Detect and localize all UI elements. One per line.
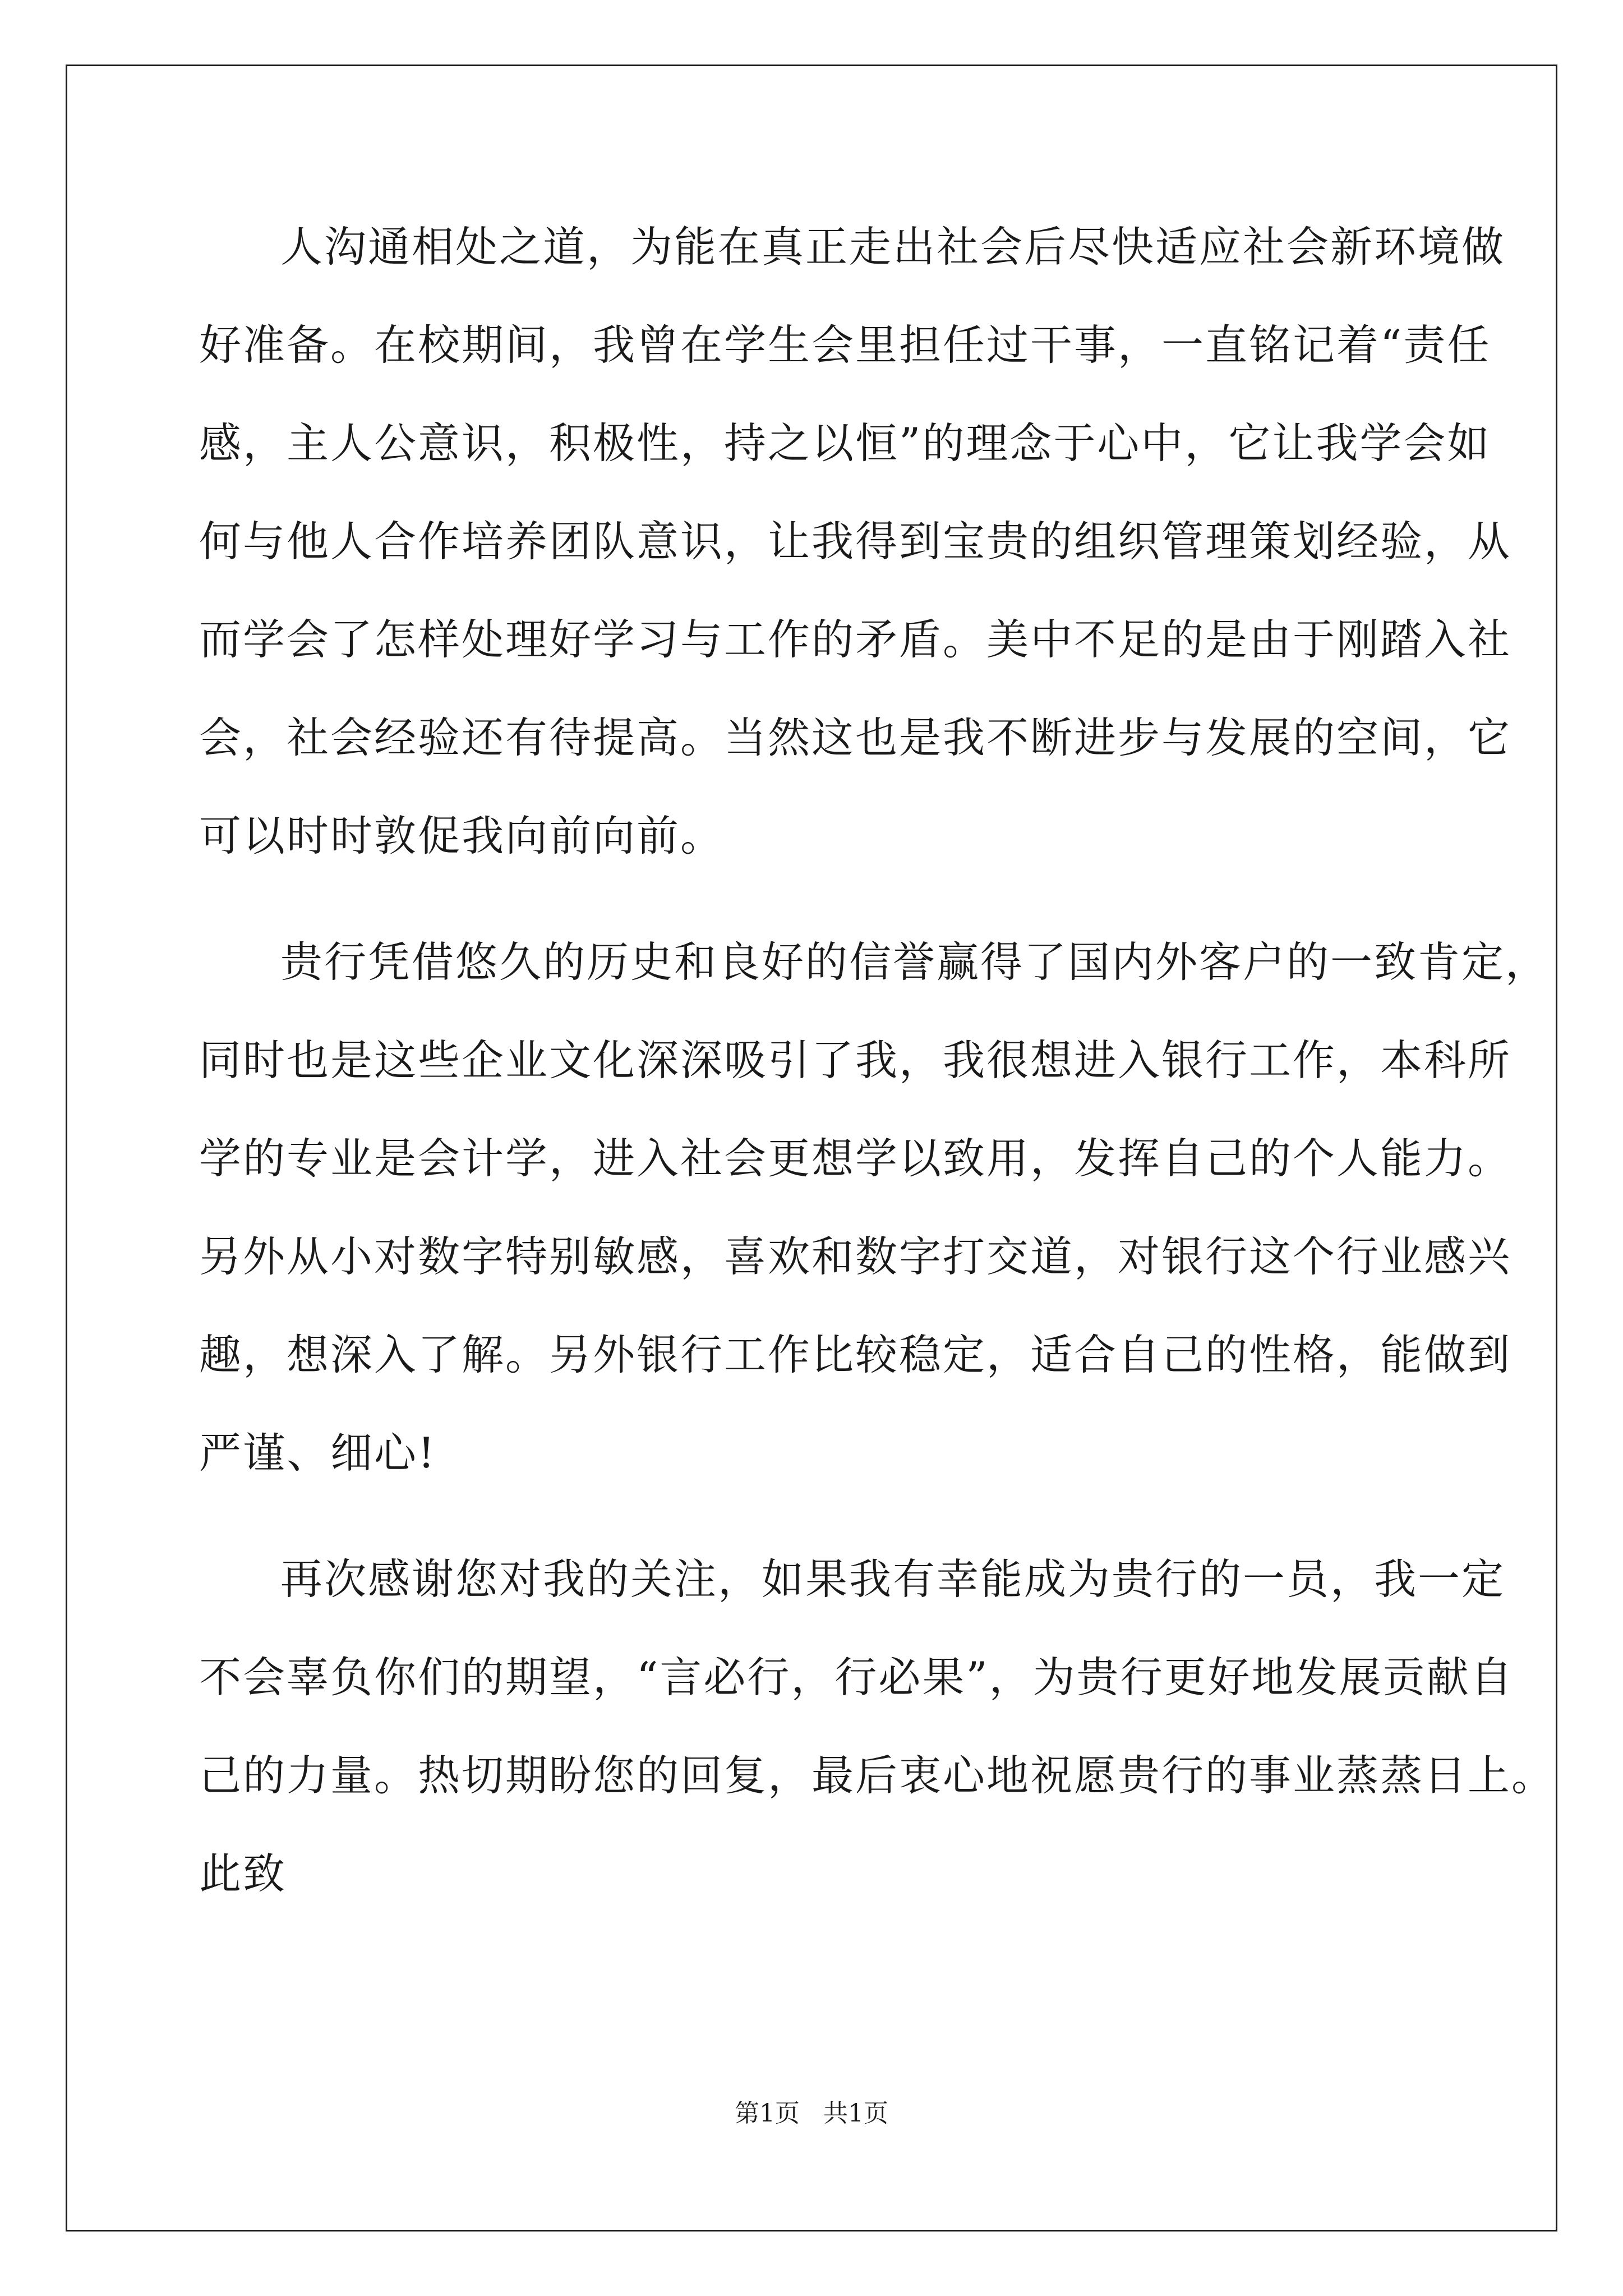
- paragraph-1-line-3: 感，主人公意识，积极性，持之以恒”的理念于心中，它让我学会如: [199, 418, 1491, 468]
- paragraph-2-line-1: 贵行凭借悠久的历史和良好的信誉赢得了国内外客户的一致肯定，: [280, 937, 1550, 987]
- paragraph-1-line-7: 可以时时敦促我向前向前。: [199, 811, 725, 861]
- paragraph-1-line-6: 会，社会经验还有待提高。当然这也是我不断进步与发展的空间，它: [199, 713, 1512, 762]
- paragraph-1-line-1: 人沟通相处之道，为能在真正走出社会后尽快适应社会新环境做: [280, 222, 1506, 272]
- paragraph-1-line-2: 好准备。在校期间，我曾在学生会里担任过干事，一直铭记着“责任: [199, 320, 1491, 370]
- paragraph-2-line-2: 同时也是这些企业文化深深吸引了我，我很想进入银行工作，本科所: [199, 1036, 1512, 1085]
- paragraph-1-line-5: 而学会了怎样处理好学习与工作的矛盾。美中不足的是由于刚踏入社: [199, 615, 1512, 664]
- paragraph-3-line-2: 不会辜负你们的期望，“言必行，行必果”，为贵行更好地发展贡献自: [199, 1653, 1514, 1702]
- paragraph-2-line-4: 另外从小对数字特别敏感，喜欢和数字打交道，对银行这个行业感兴: [199, 1232, 1512, 1281]
- paragraph-2-line-3: 学的专业是会计学，进入社会更想学以致用，发挥自己的个人能力。: [199, 1134, 1512, 1183]
- paragraph-3-line-3: 己的力量。热切期盼您的回复，最后衷心地祝愿贵行的事业蒸蒸日上。: [199, 1751, 1556, 1800]
- paragraph-3-line-1: 再次感谢您对我的关注，如果我有幸能成为贵行的一员，我一定: [280, 1554, 1506, 1604]
- paragraph-3-line-4: 此致: [199, 1849, 287, 1898]
- paragraph-2-line-5: 趣，想深入了解。另外银行工作比较稳定，适合自己的性格，能做到: [199, 1330, 1512, 1379]
- paragraph-2-line-6: 严谨、细心!: [199, 1428, 437, 1478]
- paragraph-1-line-4: 何与他人合作培养团队意识，让我得到宝贵的组织管理策划经验，从: [199, 517, 1512, 566]
- page-number-footer: 第1页 共1页: [735, 2099, 888, 2128]
